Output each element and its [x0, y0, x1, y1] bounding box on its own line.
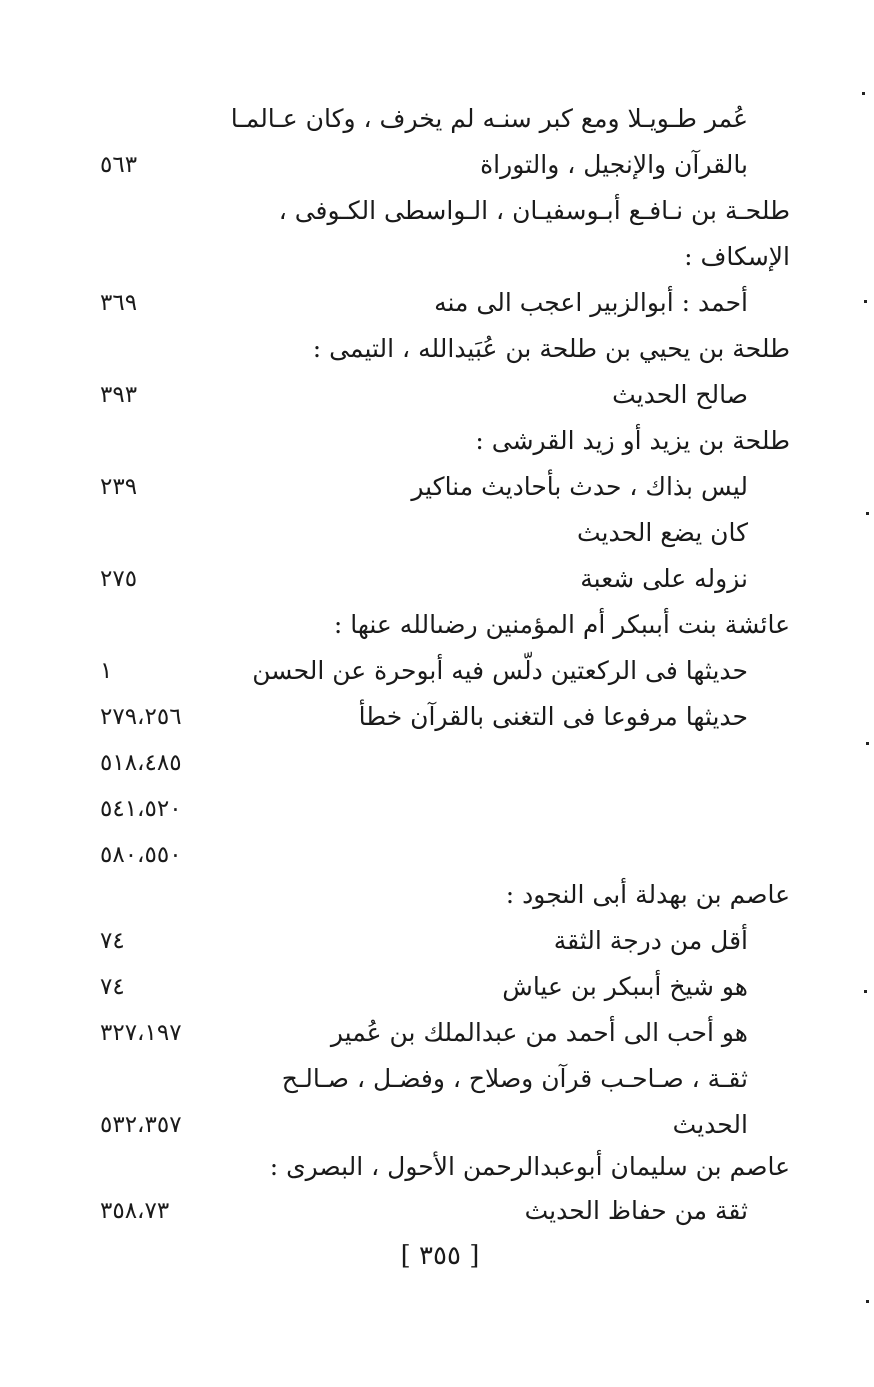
scan-speck — [862, 92, 865, 95]
page-number: [ ٣٥٥ ] — [400, 1241, 480, 1271]
page-reference: ٥٣٢،٣٥٧ — [100, 1112, 182, 1138]
index-line — [100, 418, 790, 464]
index-line — [100, 648, 790, 694]
narrator-heading: طلحة بن يزيد أو زيد القرشى : — [475, 426, 790, 455]
entry-text: نزوله على شعبة — [580, 564, 748, 593]
index-line — [100, 96, 790, 142]
index-line — [100, 1144, 790, 1190]
narrator-heading: طلحـة بن نـافـع أبـوسفيـان ، الـواسطى الكـوفى ، — [278, 196, 790, 225]
page-reference: ٢٧٥ — [100, 566, 138, 592]
index-line — [100, 1056, 790, 1102]
index-line — [100, 556, 790, 602]
entry-text: ليس بذاك ، حدث بأحاديث مناكير — [411, 472, 748, 501]
page-reference: ١ — [100, 658, 113, 684]
entry-text: حديثها مرفوعا فى التغنى بالقرآن خطأ — [358, 702, 748, 731]
scan-speck — [864, 300, 867, 303]
page-reference: ٧٤ — [100, 928, 125, 954]
index-line — [100, 872, 790, 918]
entry-text: حديثها فى الركعتين دلّس فيه أبوحرة عن الحسن — [252, 656, 748, 685]
page-reference: ٥٤١،٥٢٠ — [100, 796, 182, 822]
index-line — [100, 786, 790, 832]
index-line — [100, 510, 790, 556]
narrator-heading: طلحة بن يحيي بن طلحة بن عُبَيدالله ، التيمى : — [312, 334, 790, 363]
entry-text: بالقرآن والإنجيل ، والتوراة — [480, 150, 748, 179]
page-reference: ٣٥٨،٧٣ — [100, 1198, 170, 1224]
entry-text: ثقـة ، صـاحـب قرآن وصلاح ، وفضـل ، صـالـح — [281, 1064, 748, 1093]
scan-speck — [866, 1300, 869, 1303]
narrator-heading: عاصم بن سليمان أبوعبدالرحمن الأحول ، البصرى : — [269, 1152, 790, 1181]
entry-text: هو شيخ أبىبكر بن عياش — [502, 972, 748, 1001]
scan-speck — [866, 512, 869, 515]
index-line — [100, 188, 790, 234]
page-reference: ٥٨٠،٥٥٠ — [100, 842, 182, 868]
page-reference: ٥٦٣ — [100, 152, 138, 178]
entry-text: أقل من درجة الثقة — [553, 926, 748, 955]
page-reference: ٥١٨،٤٨٥ — [100, 750, 182, 776]
page-reference: ٧٤ — [100, 974, 125, 1000]
entry-text: صالح الحديث — [612, 380, 748, 409]
index-line — [100, 918, 790, 964]
page-reference: ٣٩٣ — [100, 382, 138, 408]
narrator-heading: عاصم بن بهدلة أبى النجود : — [505, 880, 790, 909]
index-line — [100, 234, 790, 280]
index-line — [100, 372, 790, 418]
page-reference: ٣٢٧،١٩٧ — [100, 1020, 182, 1046]
entry-text: الحديث — [672, 1110, 748, 1139]
page-reference: ٢٣٩ — [100, 474, 138, 500]
index-line — [100, 1188, 790, 1234]
index-line — [100, 1010, 790, 1056]
index-line — [100, 694, 790, 740]
index-line — [100, 326, 790, 372]
narrator-heading: الإسكاف : — [684, 242, 790, 271]
entry-text: أحمد : أبوالزبير اعجب الى منه — [434, 288, 748, 317]
scan-speck — [864, 990, 867, 993]
entry-text: ثقة من حفاظ الحديث — [524, 1196, 748, 1225]
index-line — [100, 1102, 790, 1148]
index-line — [100, 464, 790, 510]
entry-text: هو أحب الى أحمد من عبدالملك بن عُمير — [330, 1018, 748, 1047]
index-line — [100, 142, 790, 188]
page-reference: ٣٦٩ — [100, 290, 138, 316]
index-line — [100, 740, 790, 786]
index-line — [100, 964, 790, 1010]
entry-text: كان يضع الحديث — [576, 518, 748, 547]
index-line — [100, 602, 790, 648]
scan-speck — [866, 742, 869, 745]
index-line — [100, 280, 790, 326]
page-reference: ٢٧٩،٢٥٦ — [100, 704, 182, 730]
narrator-heading: عائشة بنت أبىبكر أم المؤمنين رضىالله عنها : — [333, 610, 790, 639]
entry-text: عُمر طـويـلا ومع كبر سنـه لم يخرف ، وكان عـالمـا — [230, 104, 748, 133]
